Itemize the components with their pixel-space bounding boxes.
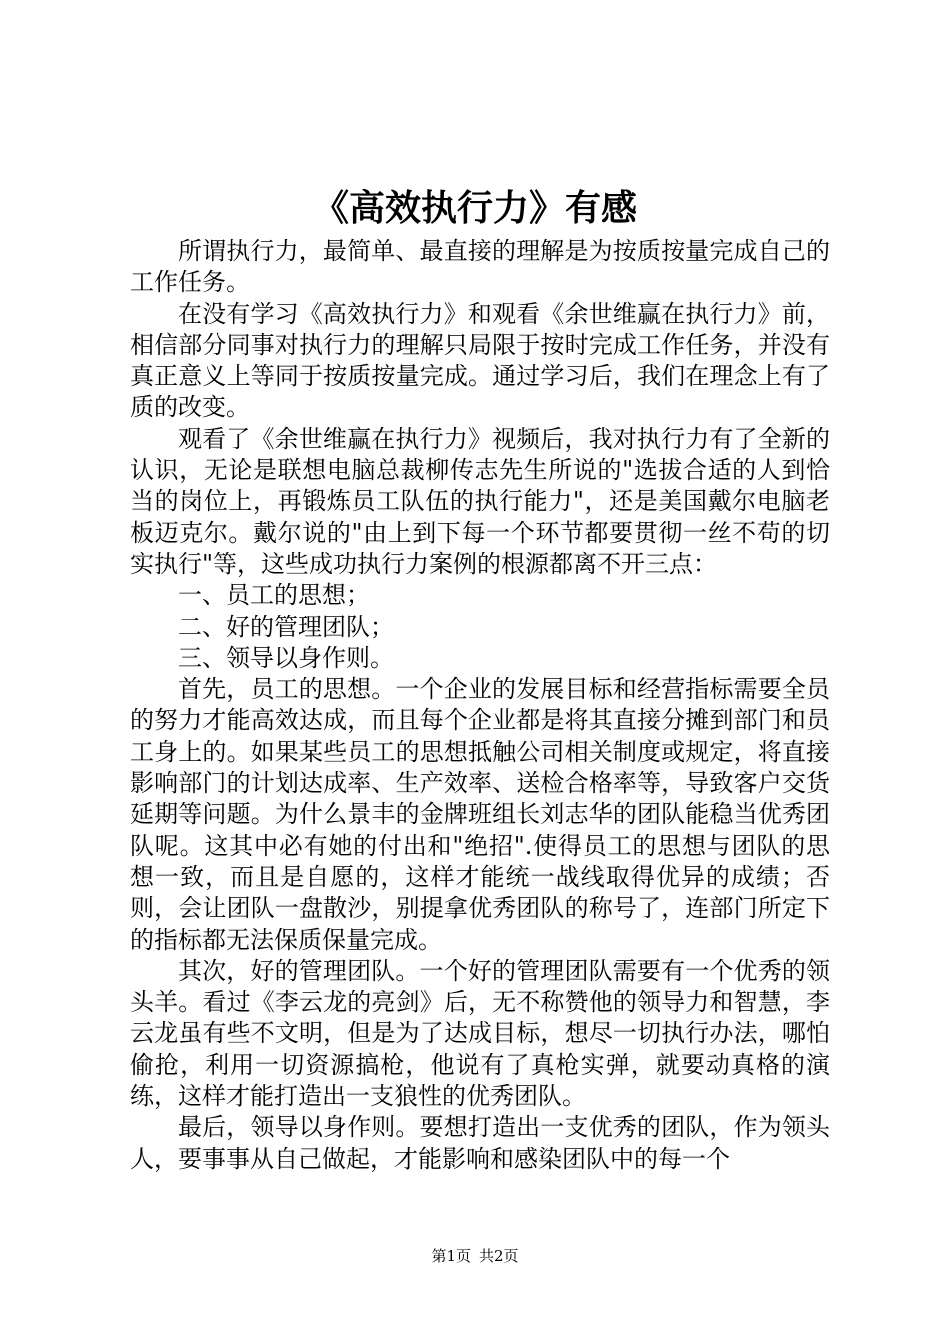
page-number: 第1页	[431, 1247, 471, 1265]
paragraph: 首先，员工的思想。一个企业的发展目标和经营指标需要全员的努力才能高效达成，而且每个企业都是将其直接分摊到部门和员工身上的。如果某些员工的思想抵触公司相关制度或规定，将直接影响部门的计划达成率、生产效率、送检合格率等，导致客户交货延期等问题。为什么景丰的金牌班组长刘志华的团队能稳当优秀团队呢。这其中必有她的付出和"绝招".使得员工的思想与团队的思想一致，而且是自愿的，这样才能统一战线取得优异的成绩；否则，会让团队一盘散沙，别提拿优秀团队的称号了，连部门所定下的指标都无法保质保量完成。	[130, 675, 830, 954]
page-footer	[0, 1246, 950, 1266]
paragraph: 最后，领导以身作则。要想打造出一支优秀的团队，作为领头人，要事事从自己做起，才能影响和感染团队中的每一个	[130, 1113, 830, 1173]
list-item: 三、领导以身作则。	[178, 643, 394, 672]
paragraph: 所谓执行力，最简单、最直接的理解是为按质按量完成自己的工作任务。	[130, 237, 830, 297]
paragraph: 观看了《余世维赢在执行力》视频后，我对执行力有了全新的认识，无论是联想电脑总裁柳传志先生所说的"选拔合适的人到恰当的岗位上，再锻炼员工队伍的执行能力"，还是美国戴尔电脑老板迈克尔。戴尔说的"由上到下每一个环节都要贯彻一丝不苟的切实执行"等，这些成功执行力案例的根源都离不开三点：	[130, 424, 830, 578]
paragraph: 其次，好的管理团队。一个好的管理团队需要有一个优秀的领头羊。看过《李云龙的亮剑》后，无不称赞他的领导力和智慧，李云龙虽有些不文明，但是为了达成目标，想尽一切执行办法，哪怕偷抢，利用一切资源搞枪，他说有了真枪实弹，就要动真格的演练，这样才能打造出一支狼性的优秀团队。	[130, 956, 830, 1111]
document-body	[130, 236, 830, 1175]
paragraph: 在没有学习《高效执行力》和观看《余世维赢在执行力》前，相信部分同事对执行力的理解只局限于按时完成工作任务，并没有真正意义上等同于按质按量完成。通过学习后，我们在理念上有了质的改变。	[130, 299, 830, 422]
document-title: 《高效执行力》有感	[312, 187, 637, 229]
list-item: 二、好的管理团队；	[178, 612, 394, 641]
list-item: 一、员工的思想；	[178, 581, 370, 610]
page-total: 共2页	[479, 1247, 519, 1265]
